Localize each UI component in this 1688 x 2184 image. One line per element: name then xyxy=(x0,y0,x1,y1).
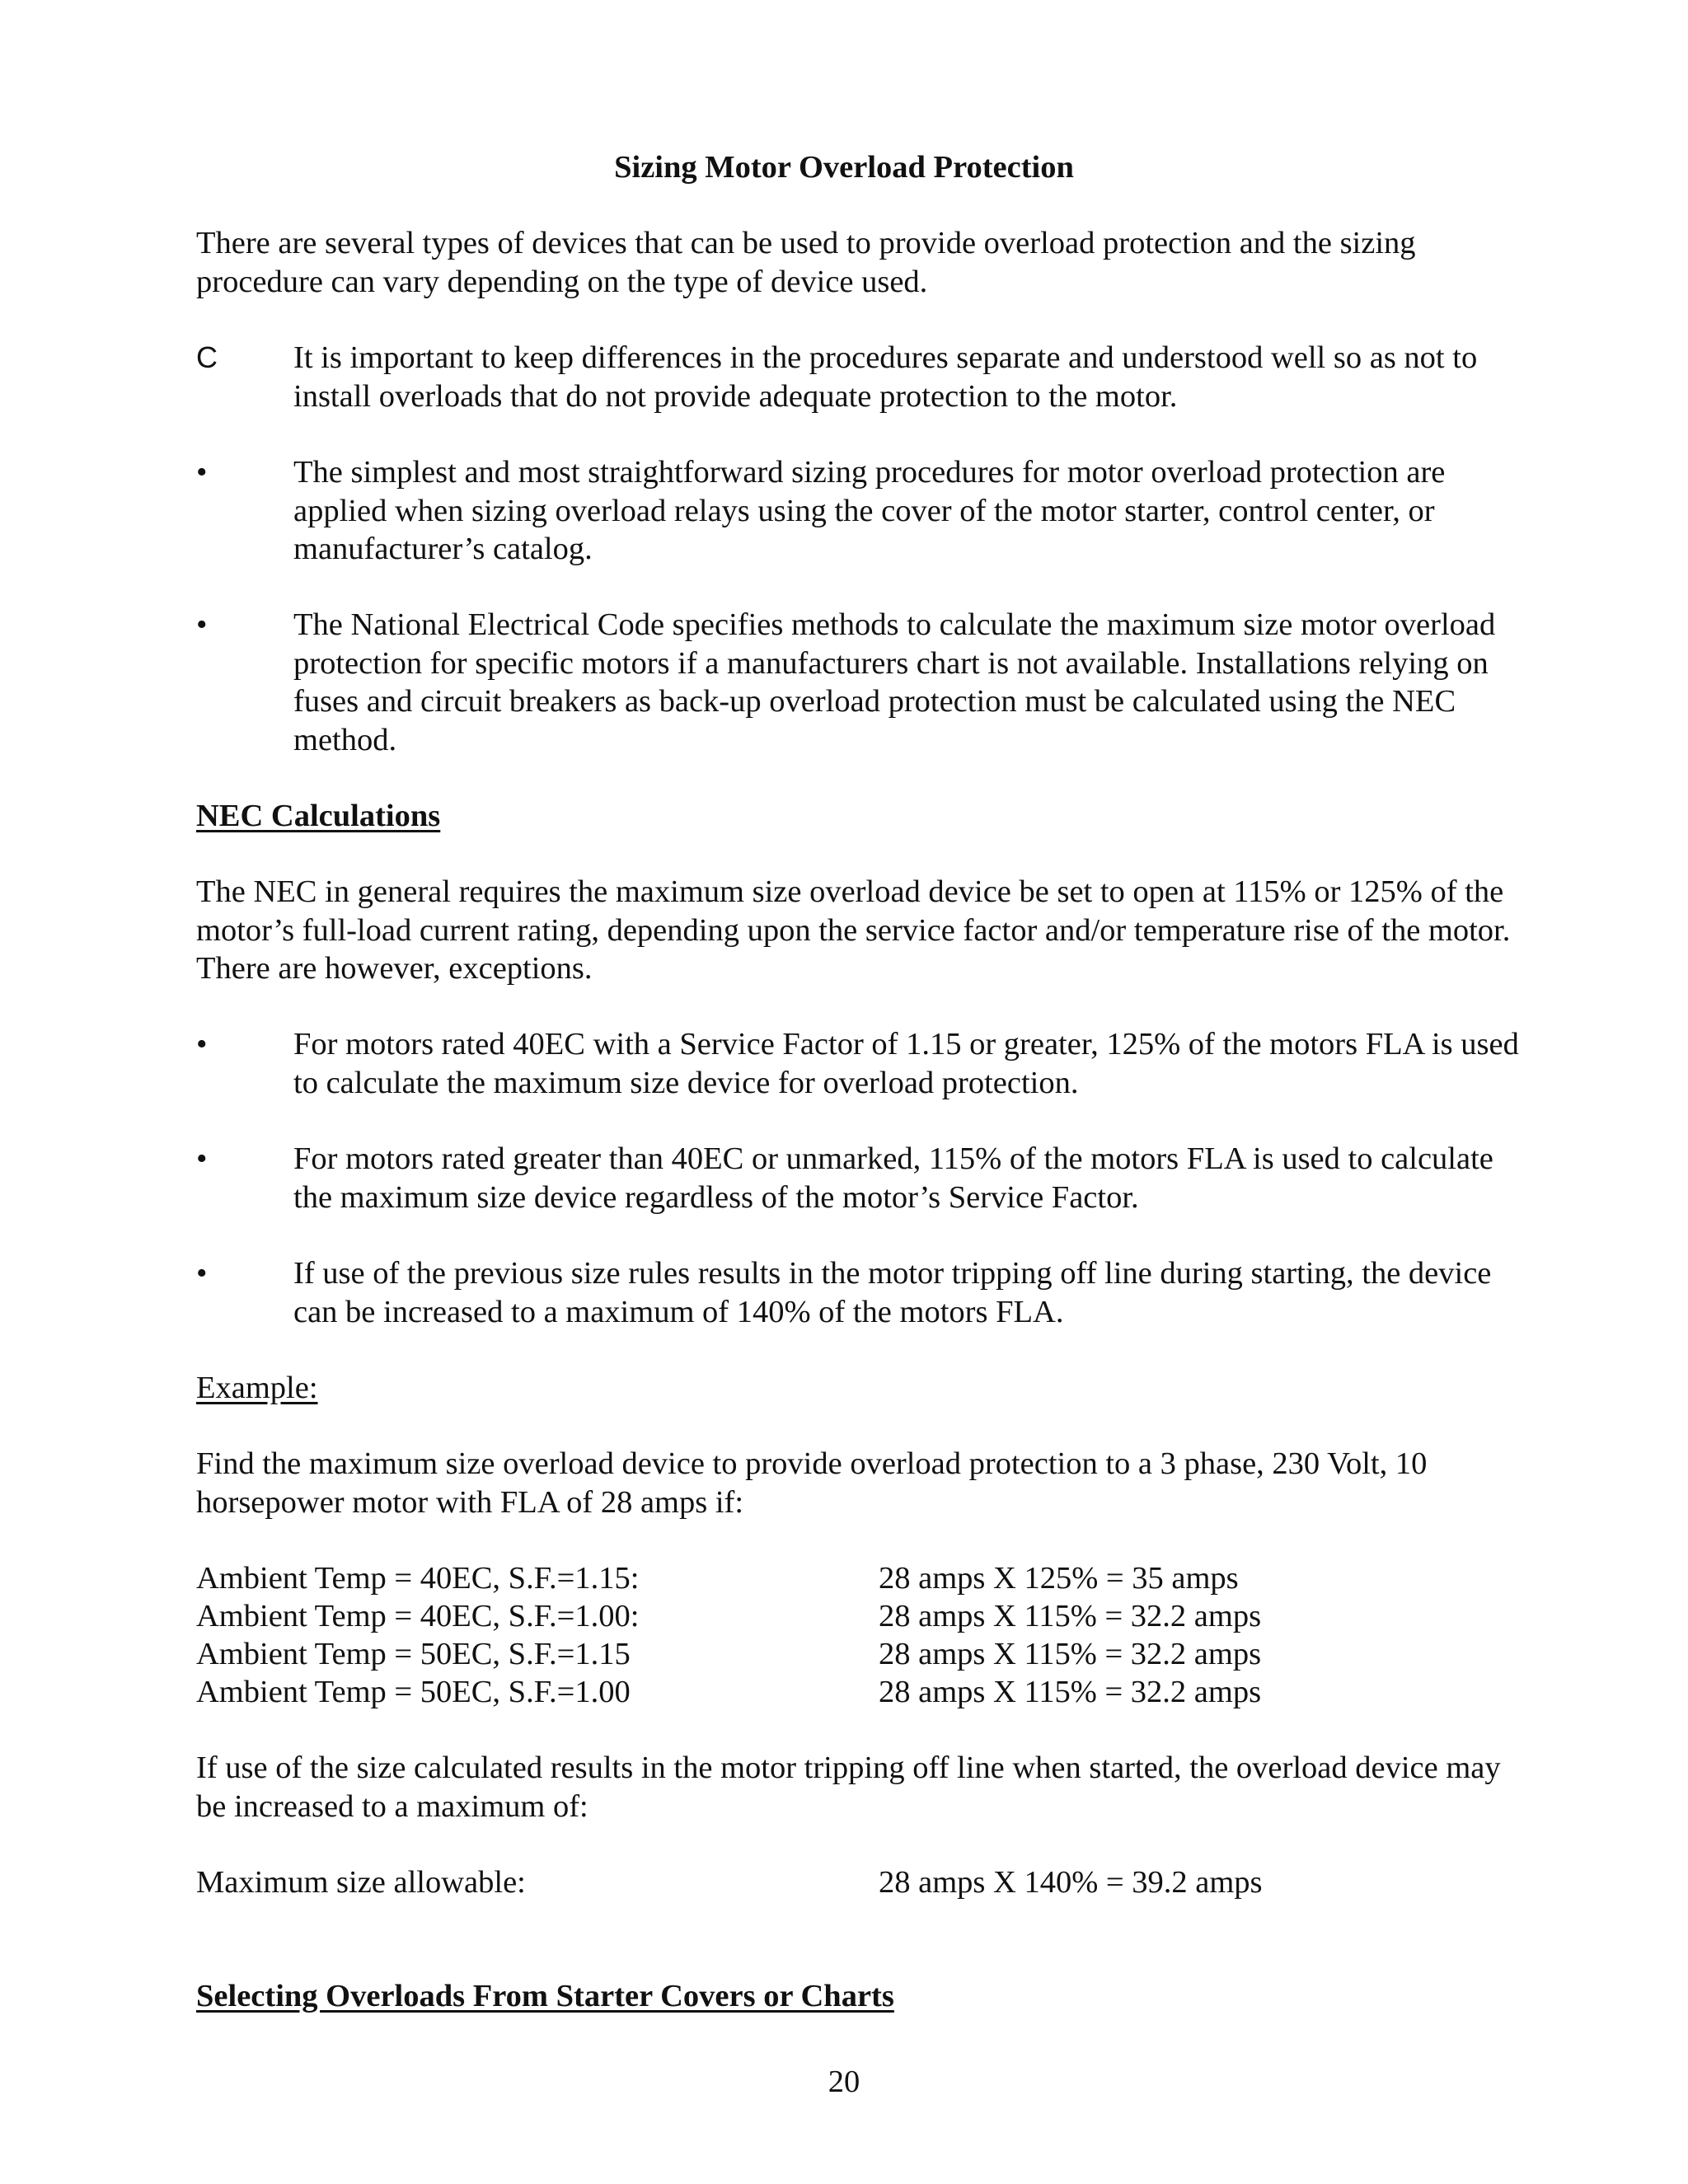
example-intro-paragraph: Find the maximum size overload device to provide overload protection to a 3 phase, 230 Volt, 10 horsepower motor with FLA of 28 amps if: xyxy=(196,1446,1428,1520)
bullet-marker: • xyxy=(196,1027,208,1062)
calculation-row xyxy=(196,1597,1523,1635)
bullet-marker: • xyxy=(196,1256,208,1291)
maximum-size-result: 28 amps X 140% = 39.2 amps xyxy=(879,1865,1263,1900)
bullet-marker: • xyxy=(196,607,208,642)
section-heading-nec-calculations: NEC Calculations xyxy=(196,799,441,833)
list-item-text: It is important to keep differences in the procedures separate and understood well so as not to install overloads that do not provide adequate protection to the motor. xyxy=(293,340,1478,414)
calculation-row xyxy=(196,1673,1523,1711)
section-heading-selecting-overloads: Selecting Overloads From Starter Covers or Charts xyxy=(196,1979,894,2013)
page-title: Sizing Motor Overload Protection xyxy=(614,150,1074,185)
calculation-condition: Ambient Temp = 50EC, S.F.=1.15 xyxy=(196,1637,631,1671)
calculation-condition: Ambient Temp = 40EC, S.F.=1.15: xyxy=(196,1561,640,1596)
bullet-marker: • xyxy=(196,1141,208,1176)
calculation-row xyxy=(196,1559,1523,1597)
calculation-result: 28 amps X 115% = 32.2 amps xyxy=(879,1637,1262,1671)
maximum-size-row xyxy=(196,1863,1523,1901)
calculation-row xyxy=(196,1635,1523,1673)
list-item-text: The simplest and most straightforward sizing procedures for motor overload protection are applied when sizing overload relays using the cover of the motor starter, control center, or manufacturer’s catalog. xyxy=(293,455,1446,566)
increase-note-paragraph: If use of the size calculated results in the motor tripping off line when started, the overload device may be increased to a maximum of: xyxy=(196,1750,1501,1824)
maximum-size-label: Maximum size allowable: xyxy=(196,1865,526,1900)
bullet-marker: • xyxy=(196,455,208,490)
calculation-result: 28 amps X 115% = 32.2 amps xyxy=(879,1675,1262,1709)
list-item-text: For motors rated greater than 40EC or unmarked, 115% of the motors FLA is used to calculate the maximum size device regardless of the motor’s Service Factor. xyxy=(293,1141,1493,1215)
bullet-marker: C xyxy=(196,340,218,374)
list-item-text: If use of the previous size rules results in the motor tripping off line during starting, the device can be increased to a maximum of 140% of the motors FLA. xyxy=(293,1256,1492,1329)
calculation-condition: Ambient Temp = 40EC, S.F.=1.00: xyxy=(196,1599,640,1633)
nec-intro-paragraph: The NEC in general requires the maximum size overload device be set to open at 115% or 125% of the motor’s full-load current rating, depending upon the service factor and/or temperature rise of the motor. There are however, exceptions. xyxy=(196,874,1511,986)
list-item-text: For motors rated 40EC with a Service Factor of 1.15 or greater, 125% of the motors FLA is used to calculate the maximum size device for overload protection. xyxy=(293,1027,1519,1100)
example-label: Example: xyxy=(196,1371,318,1405)
intro-paragraph: There are several types of devices that can be used to provide overload protection and the sizing procedure can vary depending on the type of device used. xyxy=(196,226,1416,299)
list-item-text: The National Electrical Code specifies methods to calculate the maximum size motor overload protection for specific motors if a manufacturers chart is not available. Installations relying on fuses and circuit breakers as back-up overload protection must be calculated using the NEC method. xyxy=(293,607,1496,757)
calculation-result: 28 amps X 125% = 35 amps xyxy=(879,1561,1239,1596)
page-number: 20 xyxy=(828,2064,860,2099)
calculation-condition: Ambient Temp = 50EC, S.F.=1.00 xyxy=(196,1675,631,1709)
calculation-result: 28 amps X 115% = 32.2 amps xyxy=(879,1599,1262,1633)
